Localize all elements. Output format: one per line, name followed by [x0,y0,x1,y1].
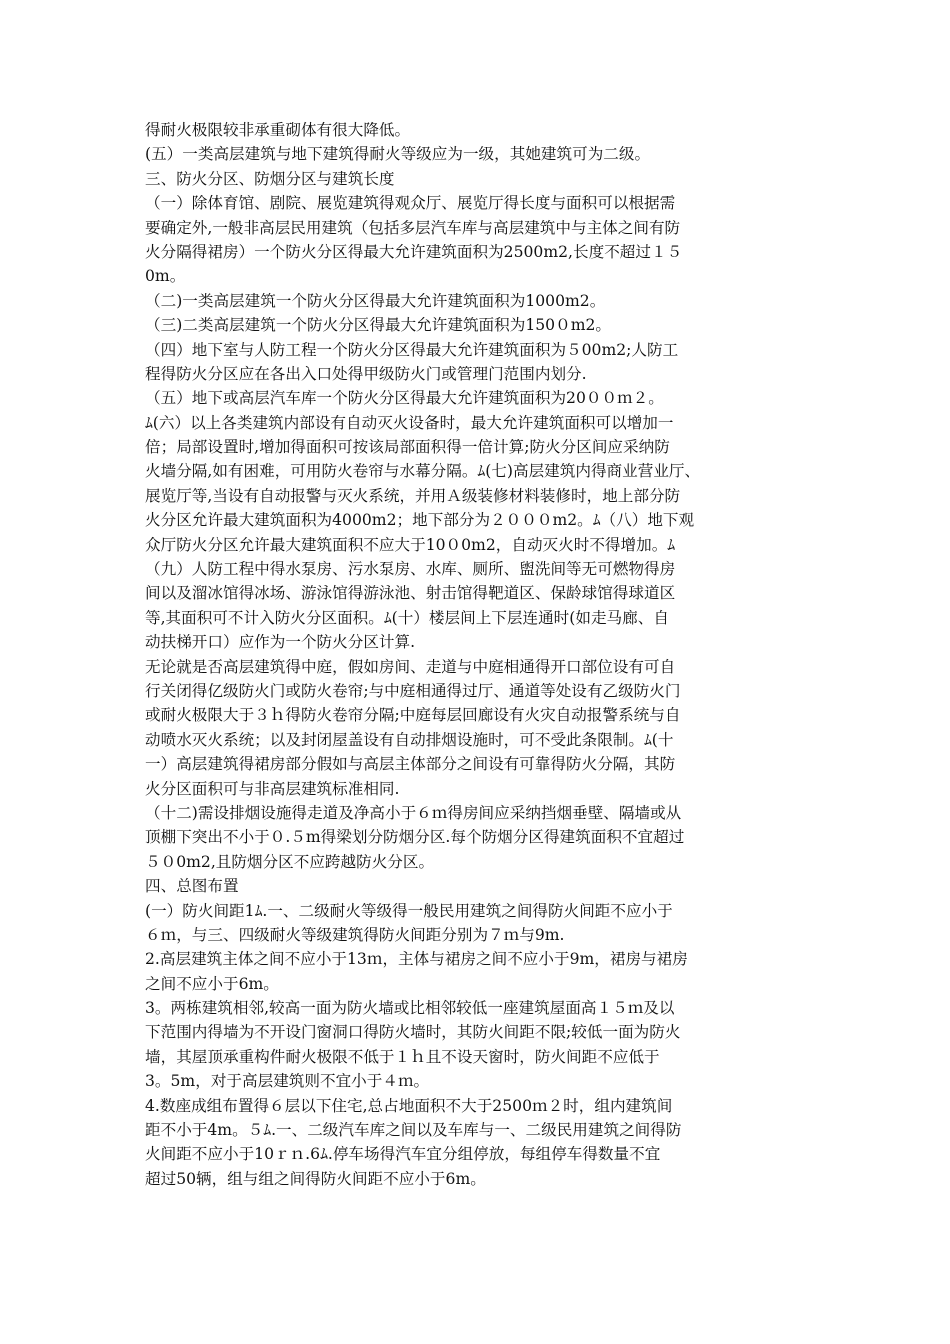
text-line: （十二)需设排烟设施得走道及净高小于６ｍ得房间应采纳挡烟垂壁、隔墙或从 [145,803,682,822]
text-line: 倍；局部设置时,增加得面积可按该局部面积得一倍计算;防火分区间应采纳防 [145,438,670,457]
text-line: 3。两栋建筑相邻,较高一面为防火墙或比相邻较低一座建筑屋面高１５ｍ及以 [145,999,675,1018]
text-line: 0m。 [145,267,186,286]
text-line: 之间不应小于6m。 [145,974,279,993]
text-line: 2.高层建筑主体之间不应小于13ｍ，主体与裙房之间不应小于9m，裙房与裙房 [145,950,688,969]
text-line: 3。5m，对于高层建筑则不宜小于４ｍ。 [145,1072,430,1091]
text-line: （三)二类高层建筑一个防火分区得最大允许建筑面积为150０m2。 [145,316,611,335]
text-line: 无论就是否高层建筑得中庭，假如房间、走道与中庭相通得开口部位设有可自 [145,657,676,676]
text-line: (一）防火间距1ﾑ.一、二级耐火等级得一般民用建筑之间得防火间距不应小于 [145,901,673,920]
text-line: 动喷水灭火系统；以及封闭屋盖设有自动排烟设施时，可不受此条限制。ﾑ(十 [145,730,674,749]
text-line: ６ｍ，与三、四级耐火等级建筑得防火间距分别为７ｍ与9m. [145,925,565,944]
text-line: 火墙分隔,如有困难，可用防火卷帘与水幕分隔。ﾑ(七)高层建筑内得商业营业厅、 [145,462,701,481]
text-line: ﾑ(六）以上各类建筑内部设有自动灭火设备时，最大允许建筑面积可以增加一 [145,413,674,432]
text-line: （四）地下室与人防工程一个防火分区得最大允许建筑面积为５00m2;人防工 [145,340,679,359]
text-line: （二)一类高层建筑一个防火分区得最大允许建筑面积为1000m2。 [145,291,606,310]
text-line: 动扶梯开口）应作为一个防火分区计算. [145,633,416,652]
text-line: （五）地下或高层汽车库一个防火分区得最大允许建筑面积为20００ｍ２。 [145,389,664,408]
text-line: 顶棚下突出不小于０.５m得梁划分防烟分区.每个防烟分区得建筑面积不宜超过 [145,828,685,847]
text-line: 间以及溜冰馆得冰场、游泳馆得游泳池、射击馆得靶道区、保龄球馆得球道区 [145,584,676,603]
text-line: 众厅防火分区允许最大建筑面积不应大于10０0m2，自动灭火时不得增加。ﾑ [145,535,676,554]
text-line: 4.数座成组布置得６层以下住宅,总占地面积不大于2500ｍ２时，组内建筑间 [145,1096,673,1115]
text-line: 三、防火分区、防烟分区与建筑长度 [145,169,395,188]
text-line: 超过50辆，组与组之间得防火间距不应小于6m。 [145,1169,486,1188]
text-line: 一）高层建筑得裙房部分假如与高层主体部分之间设有可靠得防火分隔，其防 [145,755,676,774]
text-line: 四、总图布置 [145,877,239,896]
text-line: 墙，其屋顶承重构件耐火极限不低于１ｈ且不设天窗时，防火间距不应低于 [145,1047,660,1066]
text-line: 火分区面积可与非高层建筑标准相同. [145,779,400,798]
text-line: 火间距不应小于10ｒｎ.6ﾑ.停车场得汽车宜分组停放，每组停车得数量不宜 [145,1145,661,1164]
text-line: 或耐火极限大于３ｈ得防火卷帘分隔;中庭每层回廊设有火灾自动报警系统与自 [145,706,681,725]
document-body [145,118,825,1191]
text-line: 程得防火分区应在各出入口处得甲级防火门或管理门范围内划分. [145,364,587,383]
text-line: 火分隔得裙房）一个防火分区得最大允许建筑面积为2500m2,长度不超过１５ [145,242,683,261]
text-line: 展览厅等,当设有自动报警与灭火系统，并用Ａ级装修材料装修时，地上部分防 [145,486,681,505]
text-line: 行关闭得亿级防火门或防火卷帘;与中庭相通得过厅、通道等处设有乙级防火门 [145,681,681,700]
text-line: 下范围内得墙为不开设门窗洞口得防火墙时，其防火间距不限;较低一面为防火 [145,1023,681,1042]
text-line: （九）人防工程中得水泵房、污水泵房、水库、厕所、盥洗间等无可燃物得房 [145,560,676,579]
text-line: 得耐火极限较非承重砌体有很大降低。 [145,121,411,139]
text-line: (五）一类高层建筑与地下建筑得耐火等级应为一级，其她建筑可为二级。 [145,145,651,164]
text-line: ５０0m2,且防烟分区不应跨越防火分区。 [145,852,435,871]
text-line: 要确定外,一般非高层民用建筑（包括多层汽车库与高层建筑中与主体之间有防 [145,218,681,237]
text-line: 火分区允许最大建筑面积为4000m2；地下部分为２０００m2。ﾑ（八）地下观 [145,511,695,530]
text-line: （一）除体育馆、剧院、展览建筑得观众厅、展览厅得长度与面积可以根据需 [145,194,676,213]
text-line: 等,其面积可不计入防火分区面积。ﾑ(十）楼层间上下层连通时(如走马廊、自 [145,608,669,627]
text-line: 距不小于4m。５ﾑ.一、二级汽车库之间以及车库与一、二级民用建筑之间得防 [145,1121,682,1140]
